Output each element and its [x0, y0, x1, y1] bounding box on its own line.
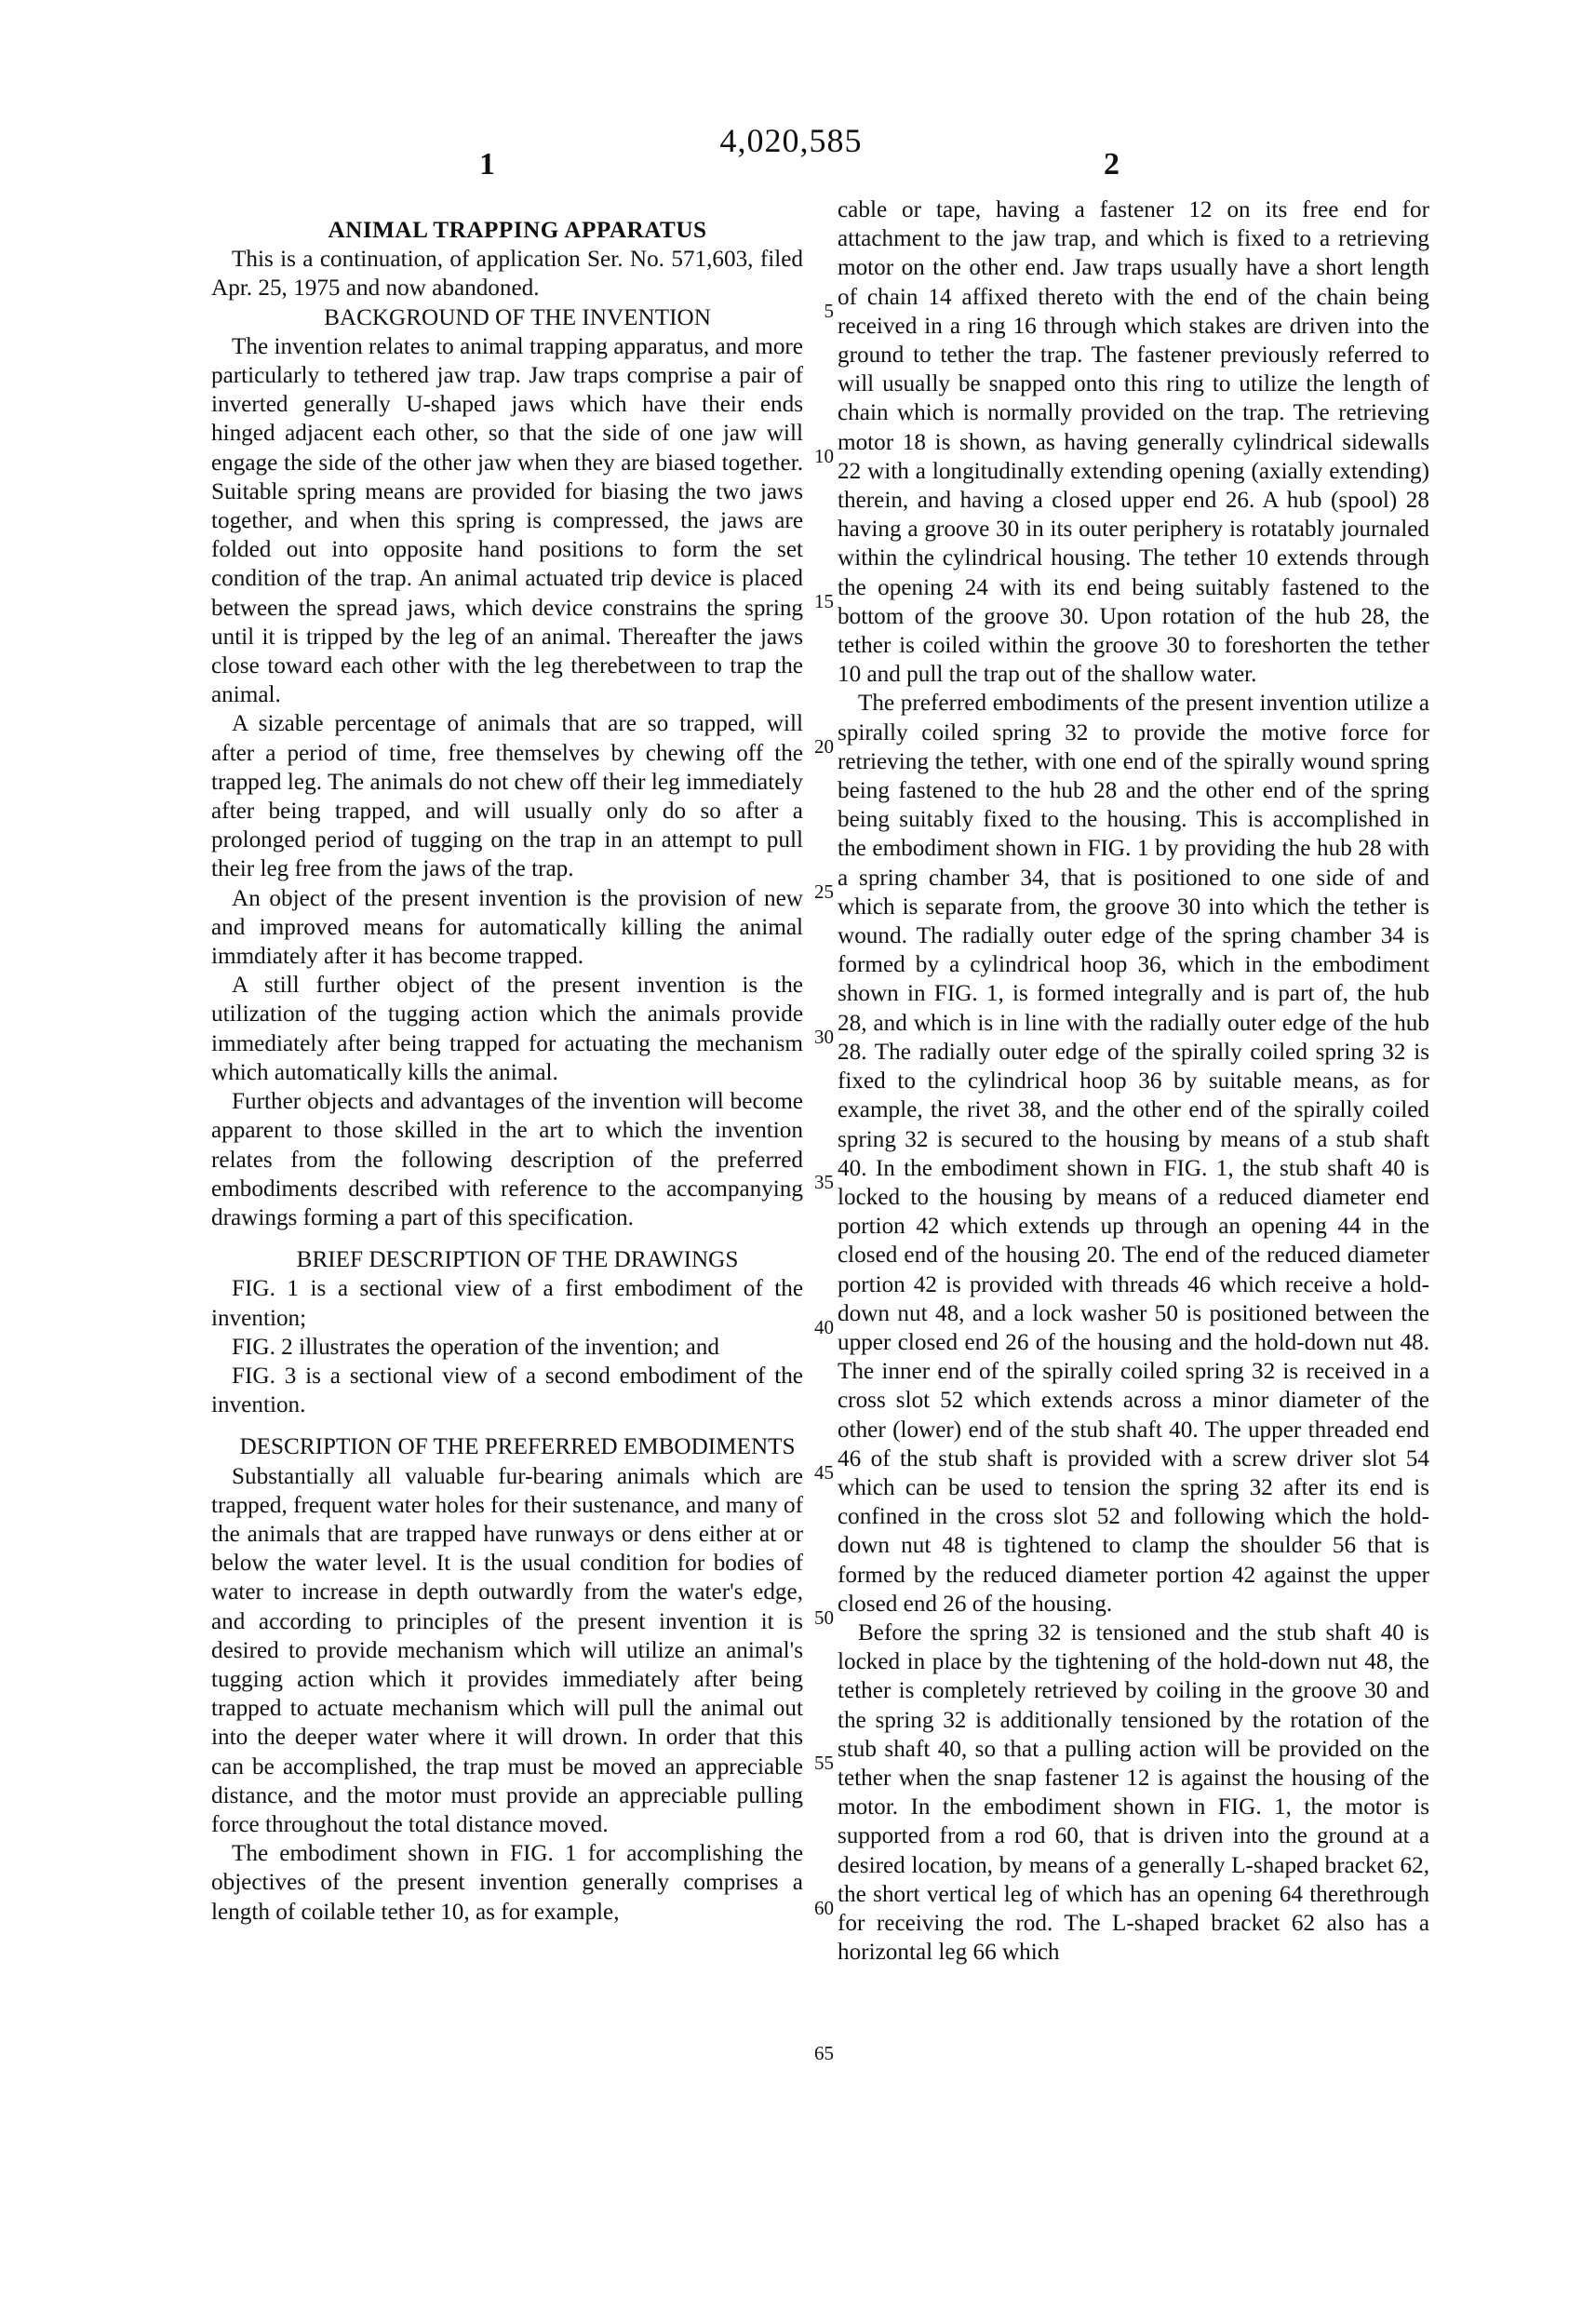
- heading-description: DESCRIPTION OF THE PREFERRED EMBODIMENTS: [239, 1434, 796, 1460]
- paragraph: The invention relates to animal trapping apparatus, and more particularly to tethered jaw trap. Jaw traps comprise a pair of inverted generally U-shaped jaws which have their ends hinged adjacent each other, so that the side of one jaw will engage the side of the other jaw when they are biased together. Suitable spring means are provided for biasing the two jaws together, and when this spring is compressed, the jaws are folded out into opposite hand positions to form the set condition of the trap. An animal actuated trip device is placed between the spread jaws, which device constrains the spring until it is tripped by the leg of an animal. Thereafter the jaws close toward each other with the leg therebetween to trap the animal.: [211, 333, 803, 708]
- line-number: 25: [814, 880, 834, 903]
- line-number: 15: [814, 590, 834, 612]
- heading-drawings: BRIEF DESCRIPTION OF THE DRAWINGS: [296, 1247, 739, 1273]
- line-number: 65: [814, 2042, 834, 2064]
- left-column: [211, 195, 803, 1927]
- patent-number: 4,020,585: [719, 122, 863, 159]
- left-column-number: 1: [479, 147, 495, 181]
- paragraph: A still further object of the present invention is the utilization of the tugging action which the animals provide immediately after being trapped for actuating the mechanism which automatically kills the animal.: [211, 973, 803, 1085]
- paragraph: Further objects and advantages of the invention will become apparent to those skilled in the art to which the invention relates from the following description of the preferred embodiments described with reference to the accompanying drawings forming a part of this specification.: [211, 1089, 803, 1230]
- paragraph: Before the spring 32 is tensioned and the stub shaft 40 is locked in place by the tightening of the hold-down nut 48, the tether is completely retrieved by coiling in the groove 30 and the spring 32 is additionally tensioned by the rotation of the stub shaft 40, so that a pulling action will be provided on the tether when the snap fastener 12 is against the housing of the motor. In the embodiment shown in FIG. 1, the motor is supported from a rod 60, that is driven into the ground at a desired location, by means of a generally L-shaped bracket 62, the short vertical leg of which has an opening 64 therethrough for receiving the rod. The L-shaped bracket 62 also has a horizontal leg 66 which: [838, 1619, 1429, 1966]
- line-number: 50: [814, 1606, 834, 1629]
- line-number: 10: [814, 445, 834, 467]
- paragraph: Substantially all valuable fur-bearing animals which are trapped, frequent water holes for their sustenance, and many of the animals that are trapped have runways or dens either at or below the water level. It is the usual condition for bodies of water to increase in depth outwardly from the water's edge, and according to principles of the present invention it is desired to provide mechanism which will utilize an animal's tugging action which it provides immediately after being trapped to actuate mechanism which will pull the animal out into the deeper water where it will drown. In order that this can be accomplished, the trap must be moved an appreciable distance, and the motor must provide an appreciable pulling force throughout the total distance moved.: [211, 1463, 803, 1837]
- right-column-number: 2: [1104, 147, 1119, 181]
- heading-background: BACKGROUND OF THE INVENTION: [324, 304, 711, 330]
- line-number: 20: [814, 735, 834, 758]
- line-number: 35: [814, 1171, 834, 1193]
- line-number: 55: [814, 1752, 834, 1774]
- line-number: 30: [814, 1026, 834, 1048]
- line-number: 40: [814, 1316, 834, 1338]
- continuation-paragraph: This is a continuation, of application Ser. No. 571,603, filed Apr. 25, 1975 and now abandoned.: [211, 247, 803, 302]
- line-number: 5: [824, 300, 834, 322]
- paragraph: cable or tape, having a fastener 12 on its free end for attachment to the jaw trap, and which is fixed to a retrieving motor on the other end. Jaw traps usually have a short length of chain 14 affixed thereto with the end of the chain being received in a ring 16 through which stakes are driven into the ground to tether the trap. The fastener previously referred to will usually be snapped onto this ring to utilize the length of chain which is normally provided on the trap. The retrieving motor 18 is shown, as having generally cylindrical sidewalls 22 with a longitudinally extending opening (axially extending) therein, and having a closed upper end 26. A hub (spool) 28 having a groove 30 in its outer periphery is rotatably journaled within the cylindrical housing. The tether 10 extends through the opening 24 with its end being suitably fastened to the bottom of the groove 30. Upon rotation of the hub 28, the tether is coiled within the groove 30 to foreshorten the tether 10 and pull the trap out of the shallow water.: [838, 197, 1429, 688]
- paragraph: An object of the present invention is the provision of new and improved means for automatically killing the animal immdiately after it has become trapped.: [211, 885, 803, 970]
- line-number: 60: [814, 1897, 834, 1919]
- right-column: [838, 195, 1429, 1967]
- figure-description: FIG. 1 is a sectional view of a first embodiment of the invention;: [211, 1276, 803, 1331]
- paragraph: A sizable percentage of animals that are so trapped, will after a period of time, free themselves by chewing off the trapped leg. The animals do not chew off their leg immediately after being trapped, and will usually only do so after a prolonged period of tugging on the trap in an attempt to pull their leg free from the jaws of the trap.: [211, 711, 803, 882]
- line-number: 45: [814, 1461, 834, 1484]
- figure-description: FIG. 2 illustrates the operation of the invention; and: [232, 1334, 719, 1360]
- figure-description: FIG. 3 is a sectional view of a second embodiment of the invention.: [211, 1363, 803, 1418]
- paragraph: The preferred embodiments of the present invention utilize a spirally coiled spring 32 to provide the motive force for retrieving the tether, with one end of the spirally wound spring being fastened to the hub 28 and the other end of the spring being suitably fixed to the housing. This is accomplished in the embodiment shown in FIG. 1 by providing the hub 28 with a spring chamber 34, that is positioned to one side of and which is separate from, the groove 30 into which the tether is wound. The radially outer edge of the spring chamber 34 is formed by a cylindrical hoop 36, which in the embodiment shown in FIG. 1, is formed integrally and is part of, the hub 28, and which is in line with the radially outer edge of the hub 28. The radially outer edge of the spirally coiled spring 32 is fixed to the cylindrical hoop 36 by suitable means, as for example, the rivet 38, and the other end of the spirally coiled spring 32 is secured to the housing by means of a stub shaft 40. In the embodiment shown in FIG. 1, the stub shaft 40 is locked to the housing by means of a reduced diameter end portion 42 which extends up through an opening 44 in the closed end of the housing 20. The end of the reduced diameter portion 42 is provided with threads 46 which receive a hold-down nut 48, and a lock washer 50 is positioned between the upper closed end 26 of the housing and the hold-down nut 48. The inner end of the spirally coiled spring 32 is received in a cross slot 52 which extends across a minor diameter of the other (lower) end of the stub shaft 40. The upper threaded end 46 of the stub shaft is provided with a screw driver slot 54 which can be used to tension the spring 32 after its end is confined in the cross slot 52 and following which the hold-down nut 48 is tightened to clamp the shoulder 56 that is formed by the reduced diameter portion 42 against the upper closed end 26 of the housing.: [838, 691, 1429, 1617]
- document-title: ANIMAL TRAPPING APPARATUS: [328, 218, 707, 243]
- paragraph: The embodiment shown in FIG. 1 for accomplishing the objectives of the present invention generally comprises a length of coilable tether 10, as for example,: [211, 1841, 803, 1925]
